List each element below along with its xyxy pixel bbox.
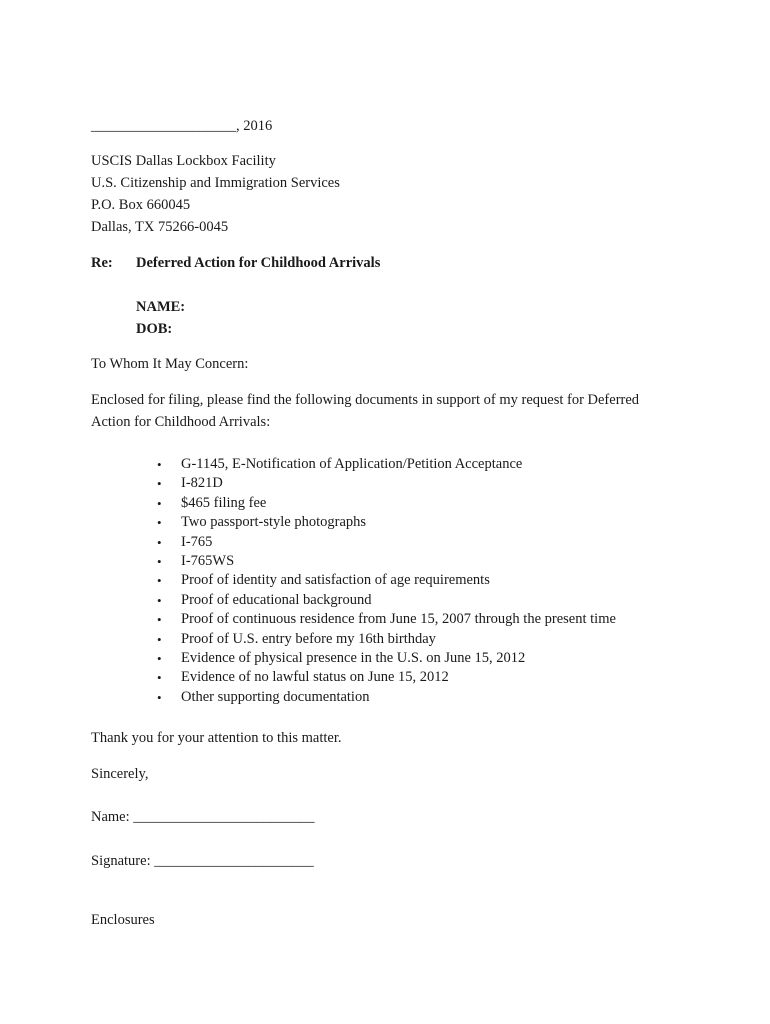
list-item-text: Proof of continuous residence from June 15, 2007 through the present time — [181, 611, 616, 628]
date-line: ____________________, 2016 — [91, 118, 273, 134]
list-item-text: Two passport-style photographs — [181, 514, 367, 531]
list-item — [155, 455, 616, 474]
list-item — [155, 591, 616, 610]
list-item — [155, 668, 616, 687]
list-item — [155, 494, 616, 513]
re-label: Re: — [91, 255, 113, 271]
list-item-text: I-765WS — [181, 552, 235, 569]
list-item-text: $465 filing fee — [181, 494, 267, 511]
list-item-text: Other supporting documentation — [181, 688, 370, 705]
bullet-icon: • — [157, 650, 162, 666]
recipient-line-4: Dallas, TX 75266-0045 — [91, 219, 229, 235]
bullet-icon: • — [157, 553, 162, 569]
salutation: To Whom It May Concern: — [91, 356, 249, 372]
bullet-icon: • — [157, 612, 162, 628]
list-item — [155, 513, 616, 532]
intro-paragraph: Enclosed for filing, please find the following documents in support of my request for Deferred Action for Childhood Arrivals: — [91, 392, 640, 430]
list-item — [155, 552, 616, 571]
list-item — [155, 649, 616, 668]
closing: Sincerely, — [91, 766, 149, 782]
bullet-icon: • — [157, 515, 162, 531]
recipient-line-3: P.O. Box 660045 — [91, 197, 191, 213]
signature-line: Signature: ______________________ — [91, 853, 314, 869]
bullet-icon: • — [157, 495, 162, 511]
bullet-icon: • — [157, 689, 162, 705]
bullet-icon: • — [157, 457, 162, 472]
list-item — [155, 610, 616, 629]
enclosure-list — [155, 455, 616, 707]
bullet-icon: • — [157, 476, 162, 492]
list-item — [155, 688, 616, 707]
recipient-line-2: U.S. Citizenship and Immigration Services — [91, 175, 340, 191]
bullet-icon: • — [157, 534, 162, 550]
list-item-text: Evidence of no lawful status on June 15, 2012 — [181, 669, 449, 686]
list-item — [155, 533, 616, 552]
bullet-icon: • — [157, 592, 162, 608]
thanks-line: Thank you for your attention to this matter. — [91, 730, 342, 746]
list-item-text: G-1145, E-Notification of Application/Petition Acceptance — [181, 456, 523, 472]
list-item-text: Proof of identity and satisfaction of age requirements — [181, 572, 490, 589]
re-subject: Deferred Action for Childhood Arrivals — [136, 255, 381, 271]
list-item — [155, 630, 616, 649]
enclosures-label: Enclosures — [91, 912, 155, 928]
list-item-text: Proof of educational background — [181, 591, 372, 608]
name-label: NAME: — [136, 299, 186, 315]
list-item — [155, 571, 616, 590]
name-signature-line: Name: _________________________ — [91, 809, 315, 825]
list-item-text: Proof of U.S. entry before my 16th birthday — [181, 630, 436, 647]
bullet-icon: • — [157, 670, 162, 686]
list-item-text: I-765 — [181, 533, 213, 550]
list-item — [155, 474, 616, 493]
bullet-icon: • — [157, 631, 162, 647]
bullet-icon: • — [157, 573, 162, 589]
list-item-text: Evidence of physical presence in the U.S. on June 15, 2012 — [181, 649, 526, 666]
recipient-line-1: USCIS Dallas Lockbox Facility — [91, 153, 276, 169]
list-item-text: I-821D — [181, 475, 223, 492]
dob-label: DOB: — [136, 321, 173, 337]
